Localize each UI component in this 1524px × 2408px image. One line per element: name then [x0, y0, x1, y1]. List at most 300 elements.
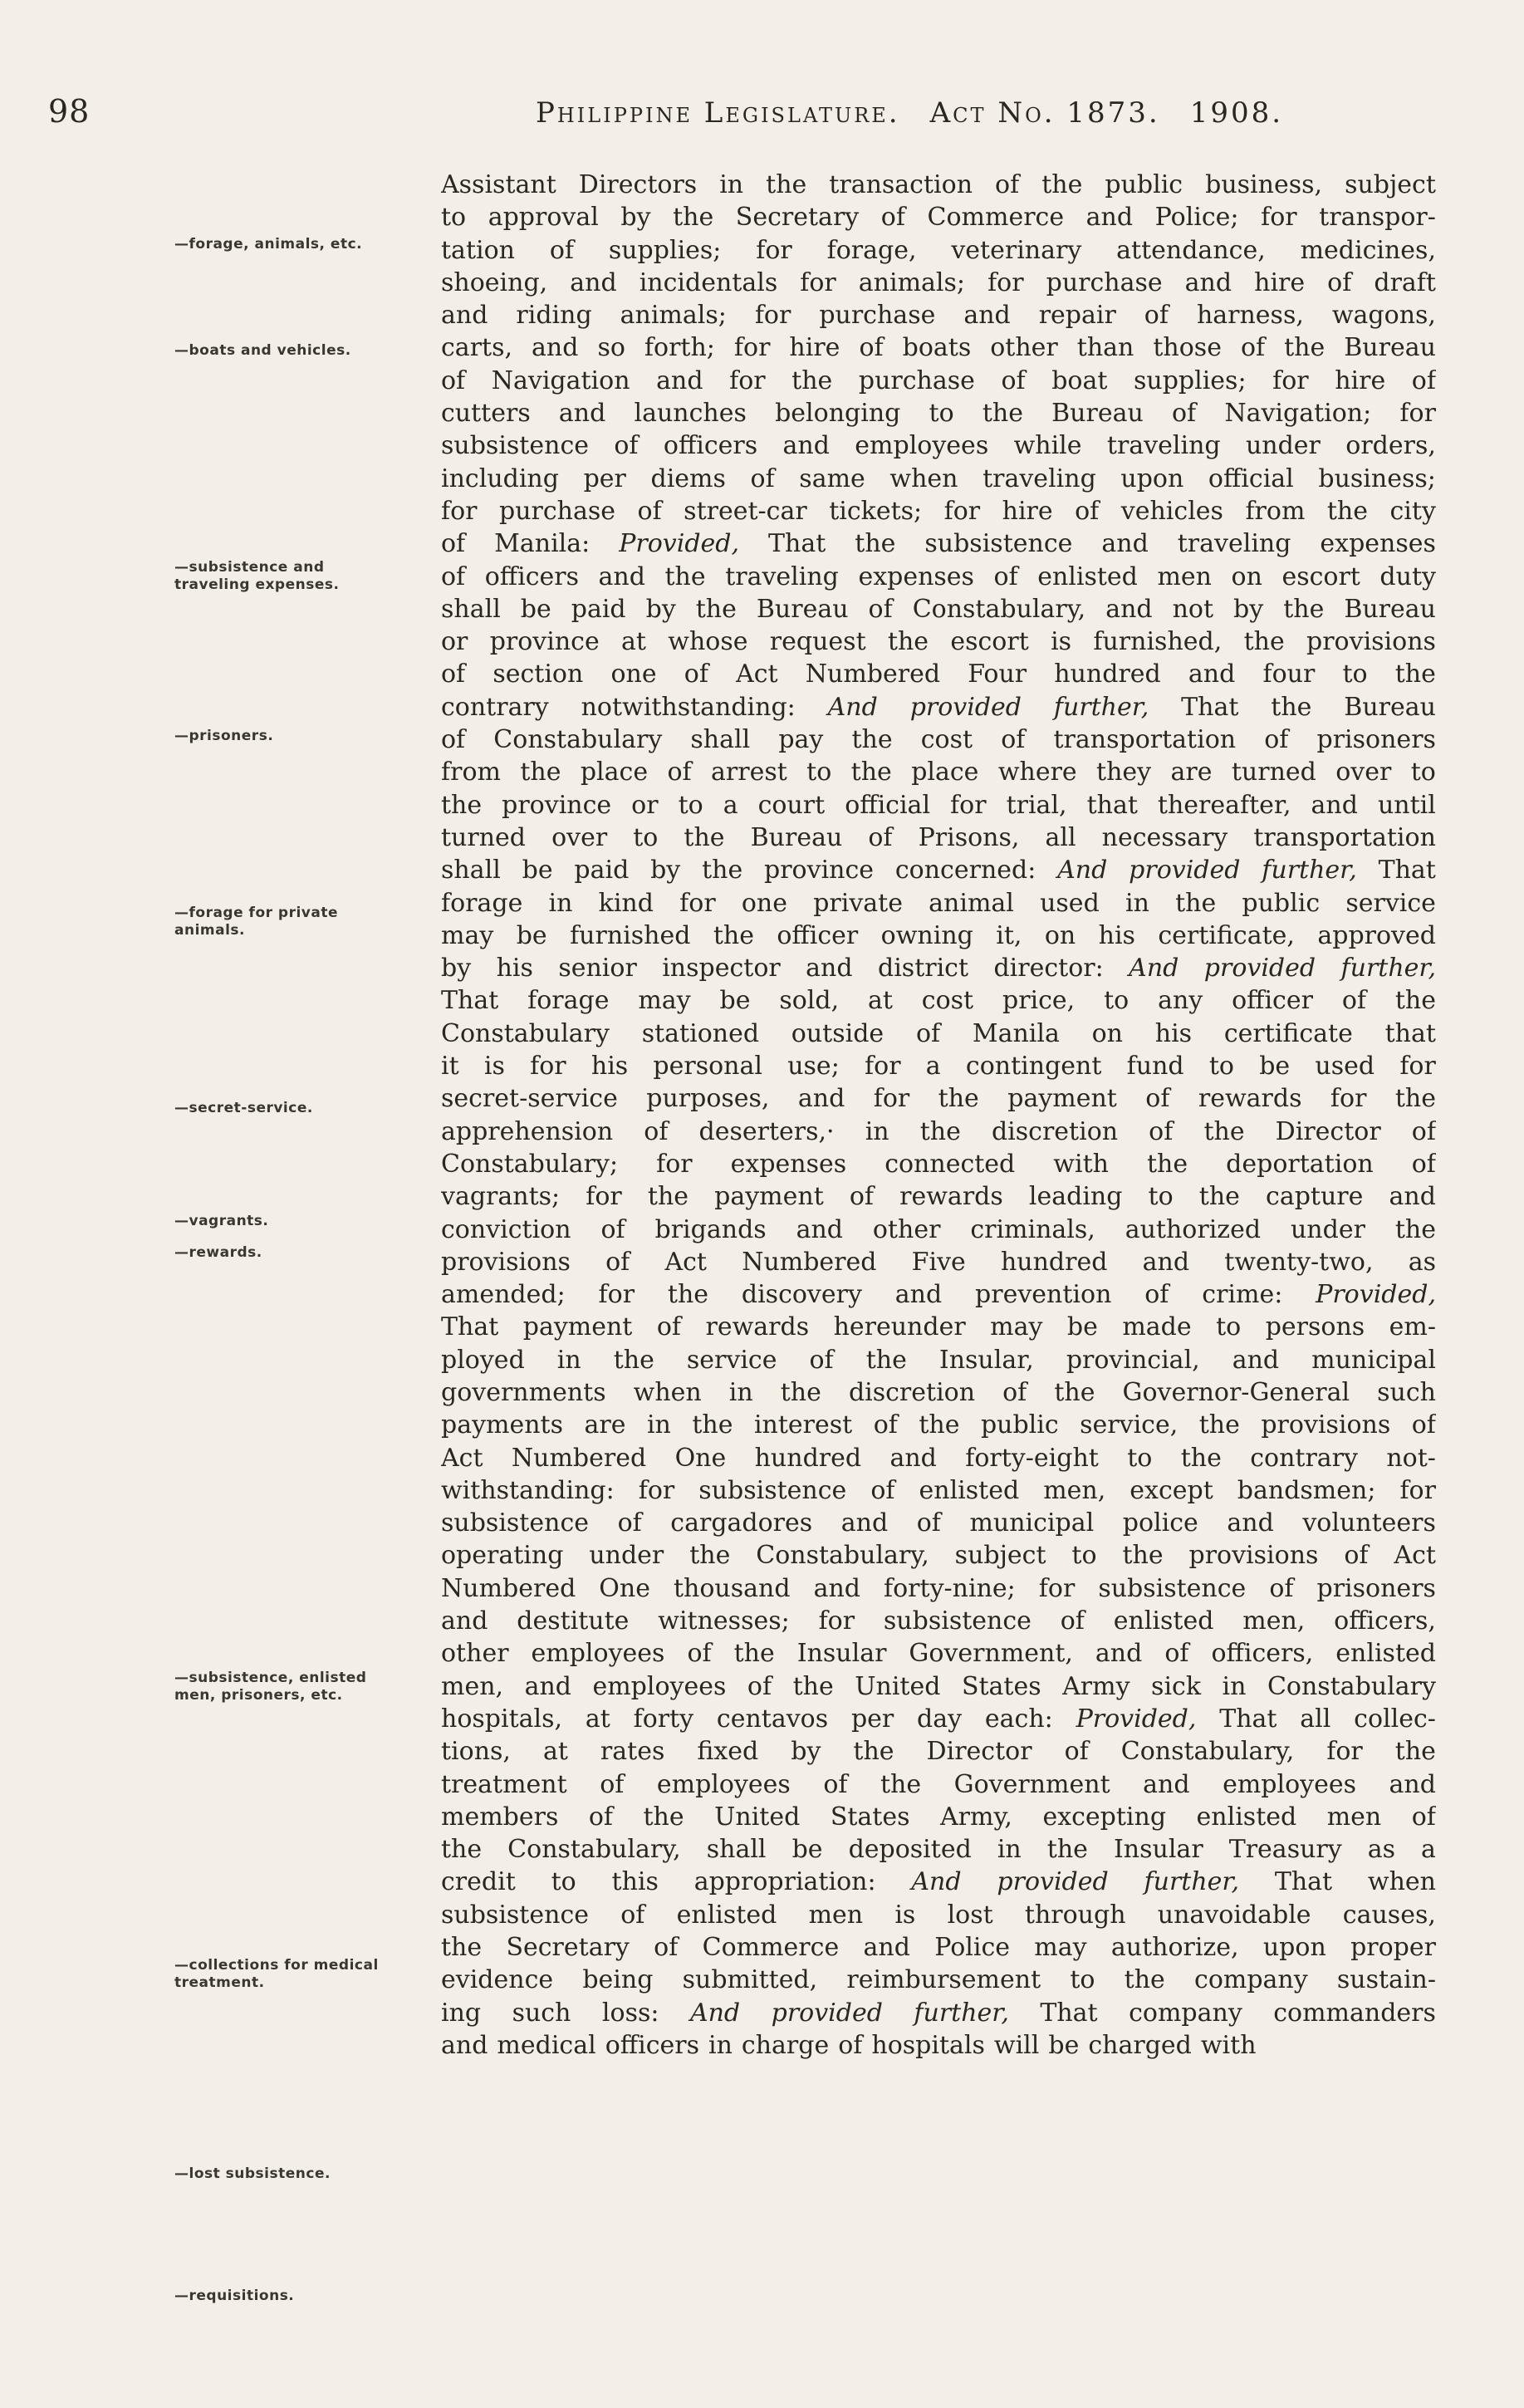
text-line: [441, 1931, 1436, 1964]
text-line: [441, 1018, 1436, 1050]
word: be: [791, 1835, 823, 1865]
word: operating: [441, 1541, 564, 1571]
word: Numbered: [441, 1573, 576, 1603]
word: cost: [921, 986, 974, 1016]
word: of: [441, 365, 466, 395]
word: paid: [571, 594, 626, 624]
word: of: [1060, 1606, 1085, 1636]
word: Navigation: [491, 365, 630, 395]
word: Insular,: [938, 1345, 1034, 1375]
word: used: [1315, 1052, 1375, 1081]
word: capture: [1266, 1182, 1364, 1212]
word: Act: [736, 660, 778, 689]
word: purchase: [1046, 267, 1163, 297]
word: a: [723, 790, 738, 820]
running-head: [536, 96, 1366, 130]
word: four: [1262, 660, 1316, 689]
word: the: [850, 758, 892, 787]
word: provisions: [1306, 627, 1436, 657]
word: vagrants;: [441, 1182, 561, 1212]
word: of: [617, 1508, 642, 1538]
word: other: [990, 333, 1058, 363]
word: repair: [1038, 301, 1116, 331]
word: his: [1154, 1018, 1193, 1048]
word: the: [855, 529, 896, 559]
word: for: [598, 1280, 635, 1310]
word: medicines,: [1300, 235, 1436, 265]
text-line: [441, 756, 1436, 788]
word: carts,: [441, 333, 513, 363]
word: of: [873, 1410, 898, 1440]
word: personal: [653, 1052, 762, 1081]
word: for: [586, 1182, 622, 1212]
word: cost: [920, 725, 973, 755]
word: the: [780, 1377, 821, 1407]
word: all: [1045, 822, 1076, 852]
text-line: [441, 1637, 1436, 1670]
word: his: [1098, 920, 1135, 950]
word: Manila: [972, 1018, 1060, 1048]
word: with: [1200, 2030, 1257, 2060]
word: of: [868, 594, 893, 624]
word: and: [1389, 1182, 1436, 1212]
word: harness,: [1196, 301, 1304, 331]
word: service: [686, 1345, 777, 1375]
word: not: [1172, 594, 1214, 624]
word: those: [1153, 333, 1222, 363]
word: enlisted: [919, 1475, 1020, 1505]
word: in: [1125, 888, 1149, 918]
word: attendance,: [1116, 235, 1266, 265]
text-line: [441, 1833, 1436, 1866]
text-line: [441, 1539, 1436, 1572]
word: by: [645, 594, 676, 624]
word: municipal: [1311, 1345, 1436, 1375]
word: collec-: [1354, 1704, 1436, 1734]
word: Bureau: [1051, 399, 1144, 429]
word: of: [1264, 725, 1289, 755]
word: the: [853, 1737, 894, 1767]
margin-note: —forage for private animals.: [174, 905, 339, 939]
word: is: [894, 1900, 916, 1930]
text-line: [441, 463, 1436, 495]
word: of: [1164, 1639, 1189, 1669]
word: of: [993, 562, 1018, 591]
word: including: [441, 463, 559, 493]
word: States: [961, 1671, 1041, 1701]
word: subsistence: [441, 431, 589, 461]
word: further,: [1144, 1867, 1240, 1897]
word: Constabulary;: [441, 1149, 619, 1179]
word: turned: [441, 822, 526, 852]
word: That: [768, 529, 826, 559]
word: forage: [441, 888, 523, 918]
word: over: [1335, 758, 1392, 787]
word: to: [1127, 1443, 1153, 1473]
word: the: [919, 1410, 960, 1440]
word: rewards: [705, 1312, 810, 1342]
word: the: [1394, 660, 1436, 689]
word: of: [1002, 1377, 1027, 1407]
word: the: [1203, 1116, 1245, 1146]
word: to: [1148, 1182, 1174, 1212]
word: expenses: [858, 562, 974, 591]
word: street-car: [684, 496, 807, 526]
word: subsistence: [441, 1508, 589, 1538]
word: the: [1394, 1214, 1436, 1244]
word: and: [558, 399, 606, 429]
word: one: [741, 888, 787, 918]
word: of: [441, 529, 466, 559]
word: shall: [441, 856, 501, 885]
word: the: [887, 627, 929, 657]
word: may: [990, 1312, 1043, 1342]
word: by: [791, 1737, 821, 1767]
word: with: [1053, 1149, 1109, 1179]
word: traveling: [983, 463, 1096, 493]
margin-note: —requisitions.: [174, 2288, 295, 2304]
word: for: [754, 301, 791, 331]
word: sustain-: [1336, 1965, 1436, 1995]
word: for: [1326, 1737, 1363, 1767]
word: employees: [1223, 1769, 1356, 1799]
text-line: [441, 1278, 1436, 1311]
word: And: [1129, 954, 1179, 983]
word: for: [1272, 365, 1309, 395]
word: one: [610, 660, 657, 689]
word: and: [1311, 790, 1358, 820]
word: United: [714, 1802, 801, 1832]
word: ing: [441, 1998, 482, 2028]
word: conviction: [441, 1214, 571, 1244]
word: of: [441, 562, 466, 591]
word: And: [689, 1998, 741, 2028]
word: in: [1222, 1671, 1247, 1701]
word: is: [1051, 627, 1072, 657]
word: and: [1101, 529, 1149, 559]
word: municipal: [969, 1508, 1095, 1538]
word: section: [492, 660, 584, 689]
word: officer: [777, 920, 859, 950]
word: appropriation:: [693, 1867, 876, 1897]
word: the: [647, 1182, 689, 1212]
word: the: [919, 1116, 961, 1146]
word: to: [1216, 1312, 1242, 1342]
word: and: [963, 301, 1011, 331]
word: orders,: [1345, 431, 1436, 461]
word: of: [1341, 986, 1366, 1016]
word: director:: [993, 954, 1104, 983]
word: the: [520, 758, 561, 787]
word: his: [590, 1052, 629, 1081]
word: to: [1104, 986, 1130, 1016]
word: same: [799, 463, 865, 493]
word: the: [733, 1639, 775, 1669]
word: tickets;: [829, 496, 923, 526]
word: the: [851, 725, 893, 755]
word: Government,: [909, 1639, 1073, 1669]
word: of: [1240, 333, 1266, 363]
word: furnished,: [1093, 627, 1223, 657]
word: public: [1242, 888, 1321, 918]
word: business;: [1318, 463, 1436, 493]
word: such: [1377, 1377, 1436, 1407]
word: witnesses;: [658, 1606, 790, 1636]
word: and: [1184, 267, 1232, 297]
word: and: [1389, 1769, 1436, 1799]
word: province: [764, 856, 875, 885]
word: bandsmen;: [1237, 1475, 1376, 1505]
word: of: [1144, 301, 1169, 331]
word: enlisted: [1113, 1606, 1214, 1636]
word: being: [582, 1965, 654, 1995]
word: province: [502, 790, 612, 820]
word: evidence: [441, 1965, 554, 1995]
word: the: [982, 399, 1023, 429]
word: and: [782, 431, 830, 461]
word: animal: [929, 888, 1014, 918]
word: the: [1198, 1410, 1240, 1440]
word: for: [950, 790, 987, 820]
word: provisions: [1261, 1410, 1391, 1440]
word: of: [644, 1116, 669, 1146]
word: turned: [1231, 758, 1316, 787]
word: brigands: [654, 1214, 767, 1244]
word: shall: [690, 725, 751, 755]
word: men,: [441, 1671, 504, 1701]
word: the: [1198, 1182, 1240, 1212]
word: the: [1394, 1737, 1436, 1767]
word: officer: [1232, 986, 1313, 1016]
word: or: [441, 627, 468, 657]
word: approved: [1317, 920, 1436, 950]
word: members: [441, 1802, 559, 1832]
word: hospitals: [871, 2030, 985, 2060]
word: of: [441, 725, 466, 755]
word: Director: [926, 1737, 1032, 1767]
word: of: [654, 1933, 679, 1963]
margin-note: —prisoners.: [174, 728, 274, 744]
text-line: [441, 1703, 1436, 1735]
word: of: [1411, 1116, 1436, 1146]
word: the: [643, 1802, 684, 1832]
word: commanders: [1273, 1998, 1436, 2028]
word: of: [549, 235, 574, 265]
text-line: [441, 527, 1436, 560]
word: secret-service: [441, 1084, 618, 1114]
word: such: [512, 1998, 571, 2028]
word: all: [1300, 1704, 1331, 1734]
word: Bureau: [756, 594, 849, 624]
word: private: [813, 888, 903, 918]
word: further,: [1053, 692, 1149, 722]
word: That: [1378, 856, 1436, 885]
word: cutters: [441, 399, 531, 429]
word: and: [598, 562, 645, 591]
text-line: [441, 1572, 1436, 1605]
text-line: [441, 201, 1436, 233]
word: for: [441, 496, 478, 526]
word: for: [943, 496, 981, 526]
text-line: [441, 984, 1436, 1017]
text-line: [441, 1214, 1436, 1246]
word: city: [1389, 496, 1436, 526]
word: centavos: [716, 1704, 829, 1734]
word: certificate: [1223, 1018, 1353, 1048]
word: of: [859, 333, 884, 363]
word: discovery: [741, 1280, 862, 1310]
word: at: [585, 1704, 610, 1734]
word: wagons,: [1331, 301, 1436, 331]
word: contingent: [965, 1052, 1102, 1081]
word: public: [980, 1410, 1059, 1440]
word: Police: [934, 1933, 1010, 1963]
word: the: [1326, 496, 1369, 526]
word: through: [1024, 1900, 1126, 1930]
word: the: [1175, 888, 1217, 918]
text-line: [441, 1082, 1436, 1115]
word: of: [1149, 1116, 1174, 1146]
word: thereafter,: [1157, 790, 1291, 820]
word: police: [1122, 1508, 1198, 1538]
word: be: [1048, 2030, 1080, 2060]
word: the: [792, 1671, 834, 1701]
text-line: [441, 267, 1436, 299]
word: contrary: [1250, 1443, 1358, 1473]
word: shall: [441, 594, 501, 624]
word: Army,: [940, 1802, 1012, 1832]
word: forty-eight: [965, 1443, 1099, 1473]
word: for: [679, 888, 716, 918]
word: of: [656, 1312, 682, 1342]
word: forage,: [826, 235, 917, 265]
word: and: [570, 267, 617, 297]
word: of: [687, 1639, 712, 1669]
word: public: [1105, 170, 1183, 199]
word: diems: [650, 463, 726, 493]
word: of: [1001, 725, 1026, 755]
word: fixed: [697, 1737, 759, 1767]
word: a: [1421, 1835, 1436, 1865]
word: in: [708, 2030, 733, 2060]
word: hundred: [1000, 1247, 1108, 1277]
text-line: [441, 331, 1436, 364]
word: the: [673, 203, 714, 233]
word: of: [1145, 1084, 1170, 1114]
word: volunteers: [1302, 1508, 1436, 1538]
text-line: [441, 1866, 1436, 1898]
word: Government: [953, 1769, 1110, 1799]
word: Five: [911, 1247, 966, 1277]
word: employees: [855, 431, 989, 461]
word: submitted,: [682, 1965, 818, 1995]
word: officers,: [1334, 1606, 1436, 1636]
word: of: [995, 170, 1020, 199]
word: That: [1181, 692, 1239, 722]
word: men,: [1242, 1606, 1306, 1636]
word: in: [719, 170, 744, 199]
word: and: [1227, 1508, 1274, 1538]
word: Constabulary,: [1120, 1737, 1295, 1767]
word: the: [692, 1410, 733, 1440]
word: Insular: [796, 1639, 887, 1669]
word: for: [729, 365, 766, 395]
word: medical: [497, 2030, 596, 2060]
page-number: 98: [48, 93, 91, 130]
word: for: [1038, 1573, 1076, 1603]
word: riding: [516, 301, 592, 331]
word: under: [1290, 1214, 1365, 1244]
word: when: [889, 463, 958, 493]
word: shoeing,: [441, 267, 548, 297]
word: Act: [1394, 1541, 1436, 1571]
word: and: [656, 365, 703, 395]
word: that: [1384, 1018, 1436, 1048]
word: the: [441, 790, 483, 820]
word: crime:: [1202, 1280, 1283, 1310]
word: for: [530, 1052, 566, 1081]
word: forage: [527, 986, 610, 1016]
word: the: [1243, 627, 1285, 657]
word: for: [1399, 1052, 1436, 1081]
word: the: [1046, 1835, 1088, 1865]
word: payment: [714, 1182, 824, 1212]
word: for: [733, 333, 771, 363]
word: animals;: [858, 267, 966, 297]
text-line: [441, 593, 1436, 625]
word: of: [1064, 1737, 1089, 1767]
word: and: [1105, 594, 1153, 624]
word: subject: [954, 1541, 1046, 1571]
text-line: [441, 1605, 1436, 1637]
word: and: [1142, 1247, 1190, 1277]
word: Bureau: [1344, 594, 1436, 624]
word: owning: [880, 920, 973, 950]
text-line: [441, 169, 1436, 201]
word: are: [584, 1410, 626, 1440]
word: officers: [605, 2030, 699, 2060]
word: of: [605, 1247, 630, 1277]
word: court: [757, 790, 826, 820]
word: hire: [1335, 365, 1386, 395]
word: of: [750, 463, 775, 493]
word: And: [911, 1867, 962, 1897]
margin-note: —secret-service.: [174, 1100, 313, 1116]
margin-note: —lost subsistence.: [174, 2165, 331, 2182]
word: provided: [1129, 856, 1241, 885]
word: and: [840, 1508, 889, 1538]
word: for: [638, 1475, 675, 1505]
word: amended;: [441, 1280, 566, 1310]
text-line: [441, 495, 1436, 527]
word: men,: [1043, 1475, 1106, 1505]
word: escort: [950, 627, 1029, 657]
word: subject: [1345, 170, 1436, 199]
word: Directors: [578, 170, 698, 199]
word: subsistence: [698, 1475, 847, 1505]
word: payments: [441, 1410, 564, 1440]
word: interest: [753, 1410, 853, 1440]
word: under: [1245, 431, 1321, 461]
word: vehicles: [1120, 496, 1223, 526]
word: transportation: [1253, 822, 1436, 852]
text-line: [441, 429, 1436, 462]
word: may: [638, 986, 691, 1016]
word: senior: [558, 954, 637, 983]
word: on: [1044, 920, 1076, 950]
margin-note: —subsistence and traveling expenses.: [174, 559, 340, 593]
word: Police;: [1154, 203, 1239, 233]
